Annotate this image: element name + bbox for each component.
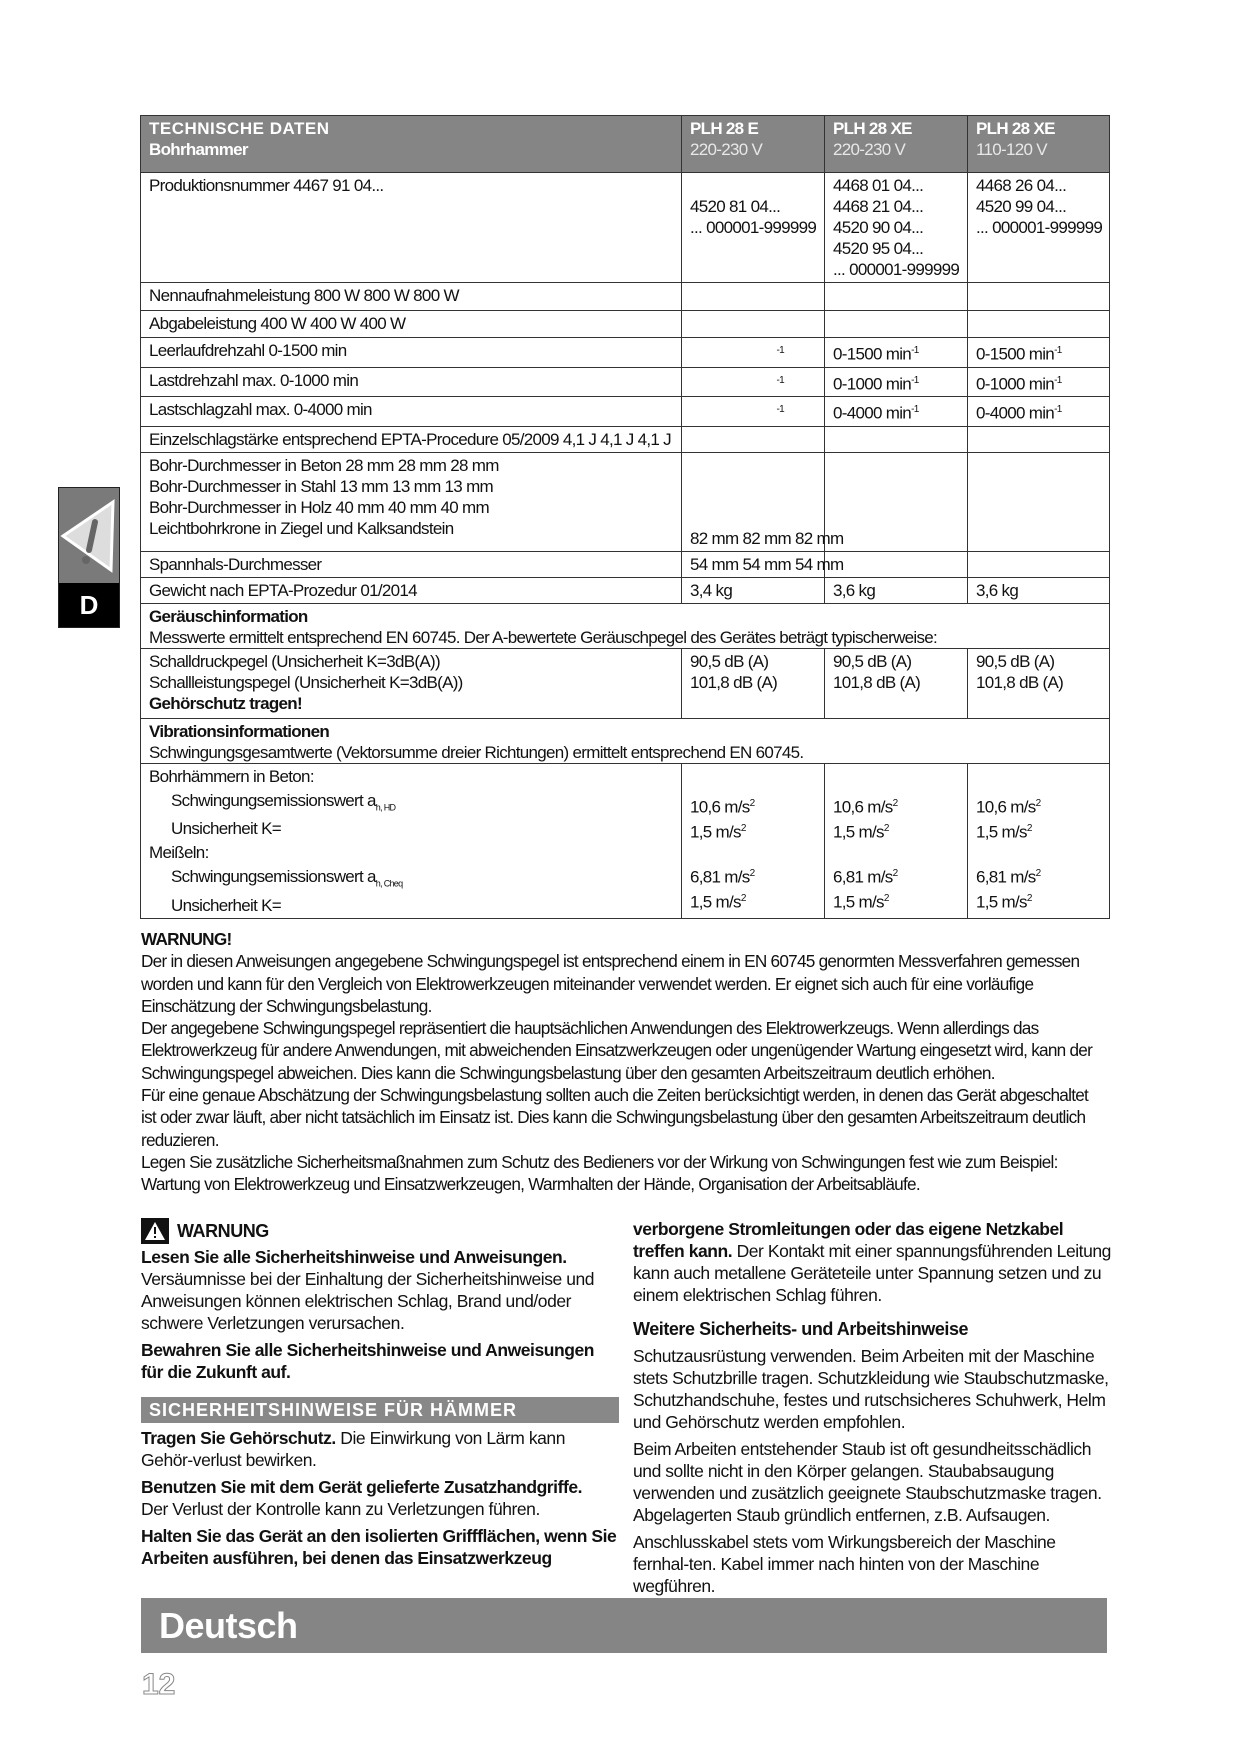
row-label: Schwingungsemissionswert a [171,790,376,810]
section-title: Vibrationsinformationen [149,721,330,741]
cell-value: ... 000001-999999 [976,218,1103,237]
right-column [633,1218,1111,1602]
superscript: -1 [1054,345,1062,356]
paragraph-text: Der Kontakt mit einer spannungsführenden Leitung kann auch metallene Geräteteile unter Spannung setzen und zu einem elektrischen Schlag führen. [633,1241,1111,1305]
cell-value: 1,5 m/s [833,822,884,842]
model-voltage: 220-230 V [690,140,763,159]
row-label: Schalldruckpegel (Unsicherheit K=3dB(A)) [149,651,440,671]
row-label: Bohr-Durchmesser in Beton 28 mm 28 mm 28 mm [149,455,499,475]
cell-value: 0-4000 min [976,403,1055,423]
row-label: Bohr-Durchmesser in Stahl 13 mm 13 mm 13 mm [149,476,494,496]
cell-value: 0-1500 min [833,344,912,364]
warning-paragraph: Für eine genaue Abschätzung der Schwingungsbelastung sollten auch die Zeiten berücksichtigt werden, in denen das Gerät abgeschaltet ist oder zwar läuft, aber nicht tatsächlich im Einsatz ist. Dies kann die Schwingungsbelastung über den gesamten Arbeitszeitraum deutlich reduzieren. [141,1085,1089,1150]
bold-lead: Lesen Sie alle Sicherheitshinweise und Anweisungen. [141,1247,567,1267]
cell-value: 4520 99 04... [976,197,1067,216]
row-label: Nennaufnahmeleistung 800 W 800 W 800 W [141,283,682,311]
superscript: -1 [1054,374,1062,386]
cell-value: 0-4000 min [833,403,912,423]
superscript: -1 [776,345,784,356]
section-heading: SICHERHEITSHINWEISE FÜR HÄMMER [141,1397,619,1423]
superscript: 2 [1026,822,1032,834]
warning-triangle-icon [141,1218,169,1244]
superscript: -1 [911,345,919,356]
cell-value: 10,6 m/s [690,797,750,817]
paragraph-text: Der Verlust der Kontrolle kann zu Verletzungen führen. [141,1499,540,1519]
cell-value: 4520 95 04... [833,239,924,258]
row-label: Bohrhämmern in Beton: [149,766,314,786]
bold-lead: Benutzen Sie mit dem Gerät gelieferte Zusatzhandgriffe. [141,1477,583,1497]
table-row [141,311,1110,338]
warning-label: WARNUNG [177,1221,269,1241]
superscript: 2 [749,868,755,880]
section-heading: Weitere Sicherheits- und Arbeitshinweise [633,1319,969,1339]
cell-value: 1,5 m/s [833,892,884,912]
cell-value: 1,5 m/s [690,892,741,912]
bold-lead: Bewahren Sie alle Sicherheitshinweise und Anweisungen für die Zukunft auf. [141,1340,594,1382]
cell-value: 54 mm 54 mm 54 mm [690,554,844,574]
cell-value: 3,6 kg [968,577,1110,603]
cell-value: 4468 01 04... [833,176,924,195]
row-label: Leerlaufdrehzahl 0-1500 min [141,338,682,368]
model-voltage: 110-120 V [976,140,1047,159]
superscript: 2 [740,892,746,904]
cell-value: 101,8 dB (A) [833,672,921,692]
table-row [141,338,1110,368]
row-label: Leichtbohrkrone in Ziegel und Kalksandstein [149,518,454,538]
paragraph-text: Anschlusskabel stets vom Wirkungsbereich der Maschine fernhal-ten. Kabel immer nach hinten von der Maschine wegführen. [633,1532,1056,1596]
row-label: Gewicht nach EPTA-Prozedur 01/2014 [141,577,682,603]
paragraph-text: Die Einwirkung von Lärm kann Gehör-verlust bewirken. [141,1428,565,1470]
superscript: 2 [740,822,746,834]
cell-value: 0-1500 min [976,344,1055,364]
warning-paragraph: Legen Sie zusätzliche Sicherheitsmaßnahmen zum Schutz des Bedieners vor der Wirkung von Schwingungen fest wie zum Beispiel: Wartung von Elektrowerkzeug und Einsatzwerkzeugen, Warmhalten der Hände, Organisation der Arbeitsabläufe. [141,1151,1058,1195]
superscript: 2 [892,797,898,809]
table-row [141,551,1110,577]
cell-value: 4468 21 04... [833,197,924,216]
row-label: Unsicherheit K= [171,819,281,839]
left-column [141,1218,619,1574]
warning-paragraph: Der in diesen Anweisungen angegebene Schwingungspegel ist entsprechend einem in EN 60745 genormten Messverfahren gemessen worden und kann für den Vergleich von Elektrowerkzeugen miteinander verwendet werden. Er eignet sich auch für eine vorläufige Einschätzung der Schwingungsbelastung. [141,951,1080,1016]
model-voltage: 220-230 V [833,140,906,159]
language-footer-bar: Deutsch [141,1598,1107,1653]
table-title: TECHNISCHE DATEN [149,119,330,138]
warning-heading [141,1218,619,1244]
table-row [141,426,1110,452]
superscript: 2 [883,892,889,904]
model-name: PLH 28 XE [976,119,1055,138]
section-intro: Messwerte ermittelt entsprechend EN 60745. Der A-bewertete Geräuschpegel des Gerätes beträgt typischerweise: [149,627,938,647]
language-side-tab [58,487,120,628]
cell-value: 3,6 kg [825,577,968,603]
superscript: 2 [892,868,898,880]
row-label: Schallleistungspegel (Unsicherheit K=3dB(A)) [149,672,463,692]
cell-value: 90,5 dB (A) [833,651,912,671]
warning-paragraph: Der angegebene Schwingungspegel repräsentiert die hauptsächlichen Anwendungen des Elektrowerkzeugs. Wenn allerdings das Elektrowerkzeug für andere Anwendungen, mit abweichenden Einsatzwerkzeugen oder ungenügender Wartung eingesetzt wird, kann der Schwingungspegel abweichen. Dies kann die Schwingungsbelastung über den gesamten Arbeitszeitraum deutlich erhöhen. [141,1018,1093,1083]
row-label: Unsicherheit K= [171,895,281,915]
cell-value: 4520 81 04... [690,197,781,216]
bold-lead: Halten Sie das Gerät an den isolierten Griffflächen, wenn Sie Arbeiten ausführen, bei denen das Einsatzwerkzeug [141,1526,617,1568]
table-row [141,397,1110,427]
cell-value: 4520 90 04... [833,218,924,237]
superscript: -1 [776,404,784,416]
table-row [141,173,1110,283]
table-header [141,116,1110,173]
row-label: Lastschlagzahl max. 0-4000 min [141,397,682,427]
row-label: Produktionsnummer 4467 91 04... [141,173,682,283]
row-label: Lastdrehzahl max. 0-1000 min [141,367,682,397]
paragraph-text: Schutzausrüstung verwenden. Beim Arbeiten mit der Maschine stets Schutzbrille tragen. Schutzkleidung wie Staubschutzmaske, Schutzhandschuhe, festes und rutschsicheres Schuhwerk, Helm und Gehörschutz werden empfohlen. [633,1346,1109,1432]
superscript: -1 [1054,404,1062,416]
row-label: Schwingungsemissionswert a [171,867,376,887]
subscript: h, HD [375,802,396,813]
cell-value: 1,5 m/s [976,892,1027,912]
section-title: Geräuschinformation [149,606,308,626]
paragraph-text: Versäumnisse bei der Einhaltung der Sicherheitshinweise und Anweisungen können elektrischen Schlag, Brand und/oder schwere Verletzungen verursachen. [141,1269,595,1333]
subscript: h, Cheq [375,878,403,889]
model-name: PLH 28 XE [833,119,912,138]
cell-value: 6,81 m/s [976,867,1036,887]
superscript: 2 [1035,868,1041,880]
table-subtitle: Bohrhammer [149,140,248,159]
table-row [141,367,1110,397]
bold-lead: verborgene Stromleitungen oder das eigene Netzkabel treffen kann. [633,1219,1064,1261]
cell-value: 10,6 m/s [976,797,1036,817]
hearing-protection-note: Gehörschutz tragen! [149,693,302,713]
superscript: -1 [776,374,784,386]
cell-value: ... 000001-999999 [690,218,817,237]
cell-value: 0-1000 min [976,374,1055,394]
noise-section [141,603,1110,648]
cell-value: 10,6 m/s [833,797,893,817]
vibration-section [141,718,1110,763]
cell-value: 6,81 m/s [833,867,893,887]
technical-data-table [140,115,1110,919]
paragraph-text: Beim Arbeiten entstehender Staub ist oft gesundheitsschädlich und sollte nicht in den Körper gelangen. Staubabsaugung verwenden und zusätzlich geeignete Staubschutzmaske tragen. Abgelagerten Staub gründlich entfernen, z.B. Aufsaugen. [633,1439,1102,1525]
cell-value: 3,4 kg [682,577,825,603]
cell-value: 4468 26 04... [976,176,1067,195]
table-row [141,763,1110,918]
model-name: PLH 28 E [690,119,759,138]
cell-value: 101,8 dB (A) [690,672,778,692]
row-label: Einzelschlagstärke entsprechend EPTA-Procedure 05/2009 4,1 J 4,1 J 4,1 J [141,426,682,452]
row-label: Abgabeleistung 400 W 400 W 400 W [141,311,682,338]
vibration-warning-block [141,928,1101,1196]
superscript: 2 [1026,892,1032,904]
superscript: -1 [911,374,919,386]
cell-value: 90,5 dB (A) [690,651,769,671]
cell-value: ... 000001-999999 [833,260,960,279]
row-label: Meißeln: [149,843,209,863]
language-letter: D [59,583,119,627]
section-intro: Schwingungsgesamtwerte (Vektorsumme dreier Richtungen) ermittelt entsprechend EN 60745. [149,742,804,762]
cell-value: 82 mm 82 mm 82 mm [690,528,844,548]
warning-triangle-icon [59,488,119,583]
superscript: 2 [749,797,755,809]
table-row [141,577,1110,603]
cell-value: 1,5 m/s [690,822,741,842]
table-row [141,283,1110,311]
warning-title: WARNUNG! [141,929,232,949]
cell-value: 101,8 dB (A) [976,672,1064,692]
cell-value: 1,5 m/s [976,822,1027,842]
page-number: 12 [142,1668,176,1701]
superscript: -1 [911,404,919,416]
cell-value: 0-1000 min [833,374,912,394]
superscript: 2 [883,822,889,834]
row-label: Bohr-Durchmesser in Holz 40 mm 40 mm 40 mm [149,497,489,517]
bold-lead: Tragen Sie Gehörschutz. [141,1428,336,1448]
table-row [141,648,1110,718]
cell-value: 6,81 m/s [690,867,750,887]
superscript: 2 [1035,797,1041,809]
cell-value: 90,5 dB (A) [976,651,1055,671]
table-row [141,452,1110,551]
row-label: Spannhals-Durchmesser [141,551,682,577]
